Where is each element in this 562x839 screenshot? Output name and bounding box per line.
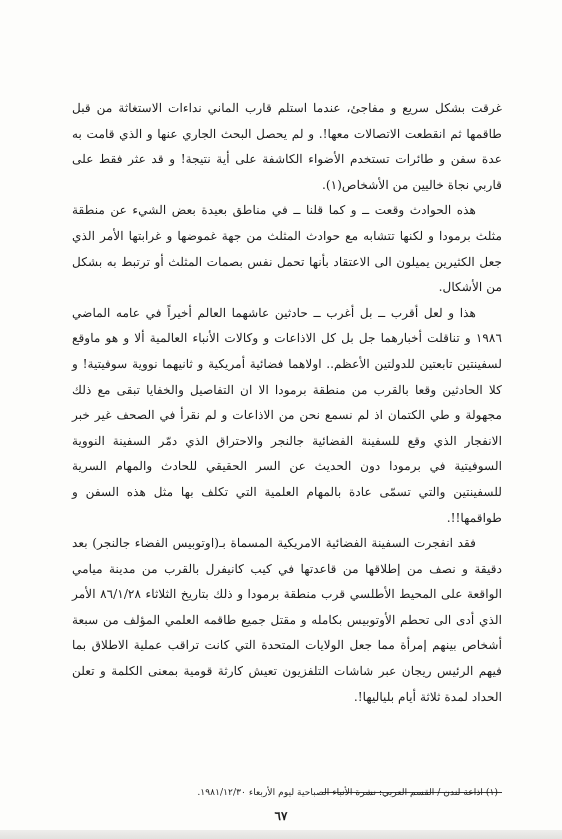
body-text xyxy=(72,96,502,710)
paragraph-3: هذا و لعل أقرب ــ بل أغرب ــ حادثين عاشهما العالم أخيراً في عامه الماضي ١٩٨٦ و تناقلت أخبارهما جل بل كل الاذاعات و وكالات الأنباء العالمية ألا و هو ماوقع لسفينتين تابعتين للدولتين الأعظم.. اولاهما فضائية أمريكية و ثانيهما نووية سوفيتية! و كلا الحادثين وقعا بالقرب من منطقة برمودا الا ان التفاصيل والخفايا تبقى مع ذلك مجهولة و طي الكتمان اذ لم نسمع نحن من الاذاعات و لم نقرأ في الصحف غير خبر الانفجار الذي وقع للسفينة الفضائية جالنجر والاحتراق الذي دمّر السفينة النووية السوفيتية في برمودا دون الحديث عن السر الحقيقي للحادث والمهام السرية للسفينتين والتي تسمّى عادة بالمهام العلمية التي تكلف بها مثل هذه السفن و طواقمها!!. xyxy=(72,305,502,525)
page-bottom-edge xyxy=(0,830,562,839)
paragraph-4: فقد انفجرت السفينة الفضائية الامريكية المسماة بـ(اوتوبيس الفضاء جالنجر) بعد دقيقة و نصف من إطلاقها من قاعدتها في كيب كانيفرل بالقرب من مدينة ميامي الواقعة على المحيط الأطلسي قرب منطقة برمودا و ذلك بتاريخ الثلاثاء ٨٦/١/٢٨ الأمر الذي أدى الى تحطم الأوتوبيس بكامله و مقتل جميع طاقمه العلمي المؤلف من سبعة أشخاص بينهم إمرأة مما جعل الولايات المتحدة التي كانت تراقب عملية الاطلاق بما فيهم الرئيس ريجان عبر شاشات التلفزيون تعيش كارثة قومية بمعنى الكلمة و تعلن الحداد لمدة ثلاثة أيام بلياليها!. xyxy=(72,536,502,704)
page-number: ٦٧ xyxy=(274,809,288,823)
footnote: (١) اذاعة لندن / القسم العربي: نشرة الأنباء الصباحية ليوم الأربعاء ١٩٨١/١٢/٣٠. xyxy=(197,787,498,798)
paragraph-2: هذه الحوادث وقعت ــ و كما قلنا ــ في مناطق بعيدة بعض الشيء عن منطقة مثلث برمودا و لكنها تتشابه مع حوادث المثلث من جهة غموضها و غرابتها الأمر الذي جعل الكثيرين يميلون الى الاعتقاد بأنها تحمل نفس بصمات المثلث أو ترتبط به بشكل من الأشكال. xyxy=(72,203,502,295)
paragraph-1: غرقت بشكل سريع و مفاجئ، عندما استلم قارب الماني نداءات الاستغاثة من قبل طاقمها ثم انقطعت الاتصالات معها!. و لم يحصل البحث الجاري عنها و الذي قامت به عدة سفن و طائرات تستخدم الأضواء الكاشفة على أية نتيجة! و قد عثر فقط على قاربي نجاة خاليين من الأشخاص(١). xyxy=(72,101,502,192)
